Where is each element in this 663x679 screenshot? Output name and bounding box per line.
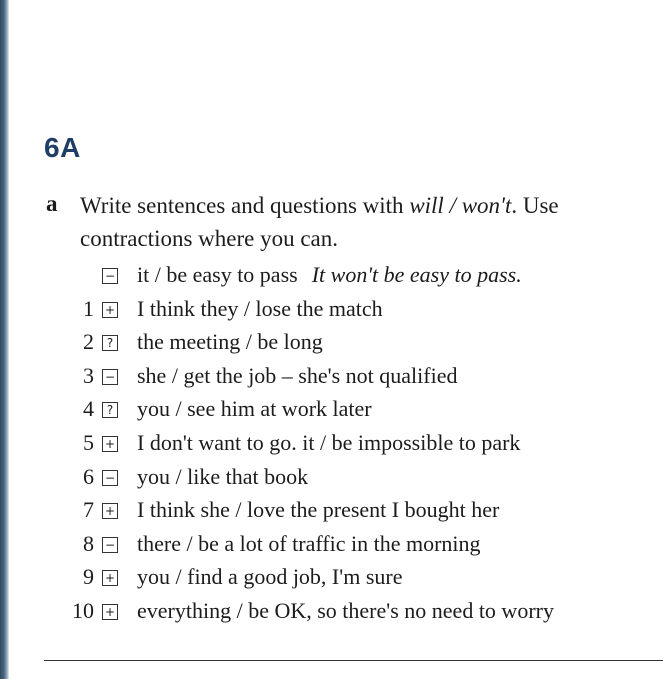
positive-symbol-box: + — [102, 302, 118, 318]
list-item — [0, 292, 663, 326]
item-number: 4 — [83, 396, 94, 422]
list-item — [0, 426, 663, 460]
item-text: everything / be OK, so there's no need to worry — [137, 597, 554, 623]
item-text: you / find a good job, I'm sure — [137, 564, 403, 590]
instruction-text-before: Write sentences and questions with — [80, 193, 410, 218]
list-item — [0, 594, 663, 628]
item-number: 2 — [83, 329, 94, 355]
list-item — [0, 527, 663, 561]
item-number: 7 — [83, 497, 94, 523]
positive-symbol-box: + — [102, 570, 118, 586]
item-text: she / get the job – she's not qualified — [137, 362, 458, 388]
negative-symbol-box: − — [102, 470, 118, 486]
item-text: I think they / lose the match — [137, 295, 383, 321]
item-number: 9 — [83, 564, 94, 590]
item-text: you / see him at work later — [137, 396, 372, 422]
example-text — [137, 262, 522, 288]
item-text: I don't want to go. it / be impossible to park — [137, 429, 521, 455]
negative-symbol-box: − — [102, 369, 118, 385]
list-item — [0, 392, 663, 426]
item-number: 1 — [83, 295, 94, 321]
list-item — [0, 560, 663, 594]
list-item — [0, 460, 663, 494]
section-divider — [44, 660, 663, 661]
question-symbol-box: ? — [102, 335, 118, 351]
positive-symbol-box: + — [102, 604, 118, 620]
instruction-text-italic: will / won't — [409, 193, 512, 218]
question-symbol-box: ? — [102, 402, 118, 418]
positive-symbol-box: + — [102, 436, 118, 452]
item-number: 10 — [72, 597, 94, 623]
example-item — [0, 258, 663, 292]
item-number: 5 — [83, 429, 94, 455]
item-text: the meeting / be long — [137, 329, 323, 355]
instruction-text-after: . Use contractions where you can. — [80, 193, 559, 251]
exercise-instruction — [80, 189, 650, 255]
exercise-letter: a — [46, 191, 58, 216]
section-heading: 6A — [44, 132, 81, 163]
item-text: you / like that book — [137, 463, 309, 489]
list-item — [0, 325, 663, 359]
example-answer: It won't be easy to pass. — [311, 262, 522, 287]
exercise-list — [0, 258, 663, 628]
list-item — [0, 493, 663, 527]
positive-symbol-box: + — [102, 503, 118, 519]
example-prompt: it / be easy to pass — [137, 262, 298, 287]
negative-symbol-box: − — [102, 537, 118, 553]
item-text: I think she / love the present I bought her — [137, 497, 500, 523]
item-number: 8 — [83, 530, 94, 556]
numbered-items — [0, 292, 663, 628]
item-number: 6 — [83, 463, 94, 489]
negative-symbol-box: − — [102, 268, 118, 284]
item-text: there / be a lot of traffic in the morning — [137, 530, 481, 556]
item-number: 3 — [83, 362, 94, 388]
list-item — [0, 359, 663, 393]
